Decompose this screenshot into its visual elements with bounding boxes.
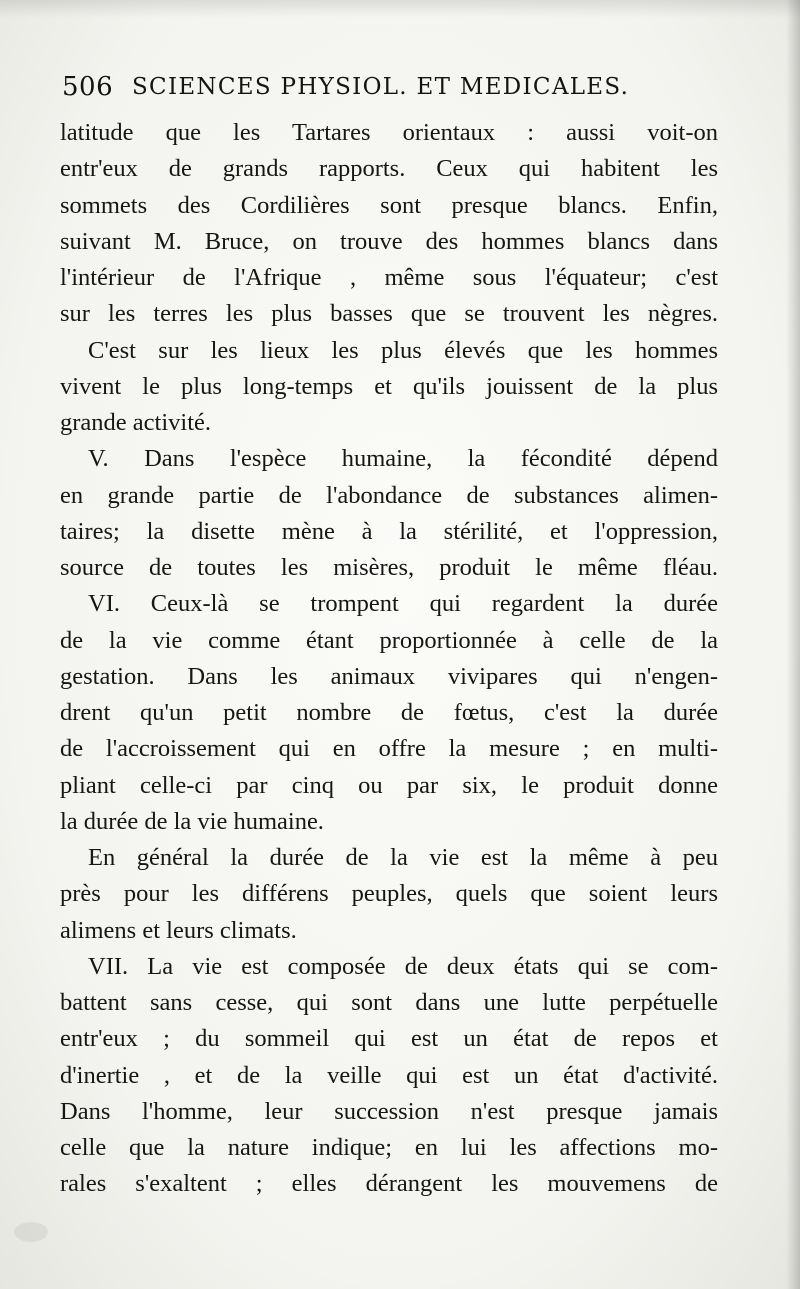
text-line: En général la durée de la vie est la même à peu [88, 844, 718, 871]
page-number: 506 [62, 72, 114, 102]
page-edge-shadow [786, 0, 800, 1289]
text-line: sommets des Cordilières sont presque blancs. Enfin, [60, 191, 718, 219]
page-top-shadow [0, 0, 800, 18]
text-line: alimens et leurs climats. [60, 916, 297, 944]
text-line: taires; la disette mène à la stérilité, et l'oppression, [60, 517, 718, 545]
text-line: sur les terres les plus basses que se trouvent les nègres. [60, 300, 718, 328]
text-line: l'intérieur de l'Afrique , même sous l'équateur; c'est [60, 264, 718, 291]
page-header [62, 72, 682, 112]
text-line: entr'eux ; du sommeil qui est un état de repos et [60, 1025, 718, 1053]
paper-blemish [14, 1222, 48, 1242]
text-line: source de toutes les misères, produit le même fléau. [60, 554, 718, 581]
text-line: la durée de la vie humaine. [60, 807, 324, 835]
text-line: de la vie comme étant proportionnée à celle de la [60, 626, 718, 654]
text-line: drent qu'un petit nombre de fœtus, c'est la durée [60, 699, 718, 726]
text-line: entr'eux de grands rapports. Ceux qui habitent les [60, 155, 718, 183]
text-line: Dans l'homme, leur succession n'est presque jamais [60, 1097, 718, 1125]
text-line: vivent le plus long-temps et qu'ils jouissent de la plus [60, 372, 718, 400]
text-line: latitude que les Tartares orientaux : aussi voit-on [60, 119, 718, 146]
body-text [60, 115, 718, 1203]
text-line: de l'accroissement qui en offre la mesure ; en multi- [60, 735, 718, 763]
text-line: VI. Ceux-là se trompent qui regardent la durée [88, 590, 718, 618]
text-line: C'est sur les lieux les plus élevés que les hommes [88, 336, 718, 364]
text-line: pliant celle-ci par cinq ou par six, le produit donne [60, 771, 718, 799]
text-line: gestation. Dans les animaux vivipares qui n'engen- [60, 662, 718, 690]
text-line: près pour les différens peuples, quels que soient leurs [60, 880, 718, 908]
text-line: en grande partie de l'abondance de substances alimen- [60, 481, 718, 509]
text-line: VII. La vie est composée de deux états qui se com- [88, 952, 718, 980]
text-line: battent sans cesse, qui sont dans une lutte perpétuelle [60, 989, 718, 1016]
running-title: SCIENCES PHYSIOL. ET MEDICALES. [132, 74, 630, 100]
text-line: celle que la nature indique; en lui les affections mo- [60, 1134, 718, 1161]
text-line: grande activité. [60, 409, 212, 436]
text-line: V. Dans l'espèce humaine, la fécondité dépend [88, 445, 718, 473]
text-line: d'inertie , et de la veille qui est un état d'activité. [60, 1061, 718, 1089]
text-line: rales s'exaltent ; elles dérangent les mouvemens de [60, 1170, 718, 1198]
text-line: suivant M. Bruce, on trouve des hommes blancs dans [60, 227, 718, 255]
